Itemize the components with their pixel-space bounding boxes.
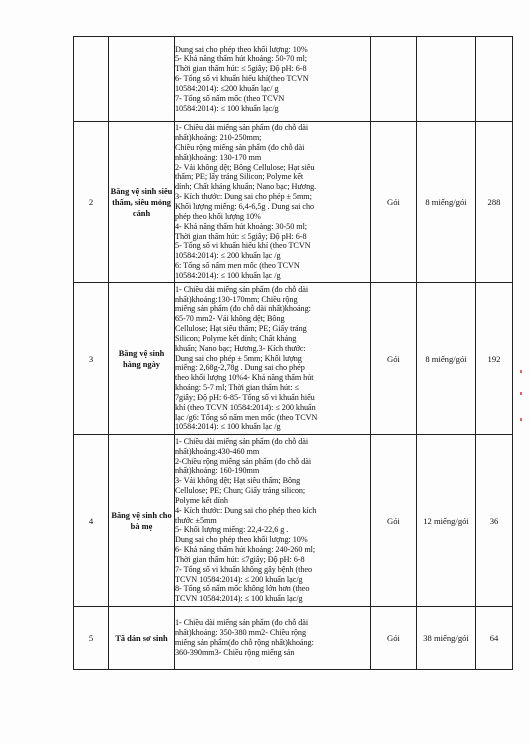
spec-line: 4- Kích thước: Dung sai cho phép theo kích [175, 505, 317, 515]
table-row [74, 607, 513, 670]
spec-line: nhất)khoảng: 160-190mm [175, 466, 260, 476]
spec-line: 1- Chiều dài miếng sản phẩm (đo chỗ dài [175, 436, 309, 446]
spec-line: 6- Tổng số vi khuẩn hiếu khí(theo TCVN [175, 74, 309, 84]
spec-line: nhất)khoảng:430-460 mm [175, 446, 260, 456]
product-name: Băng vệ sinh cho bà mẹ [109, 435, 175, 607]
spec-description [175, 435, 371, 607]
spec-line: Dung sai cho phép theo khối lượng: 10% [175, 44, 308, 54]
row-number [74, 37, 109, 122]
spec-line: nhất)khoảng: 210-250mm; [175, 133, 262, 143]
spec-line: miếng sản phẩm (đo chỗ dài nhất)khoảng: [175, 304, 311, 314]
spec-line: 2- Vải không dệt; Bông Cellulose; Hạt siêu [175, 162, 315, 172]
spec-description [175, 122, 371, 283]
spec-line: Cellulose; Hạt siêu thấm; PE; Giấy tráng [175, 324, 307, 334]
row-number: 3 [74, 283, 109, 435]
spec-line: khuẩn; Nano bạc; Hương.3- Kích thước: [175, 343, 306, 353]
spec-line: 2-Chiều rộng miếng sản phẩm (đo chỗ dài [175, 456, 312, 466]
quantity-per-pack: 12 miếng/gói [417, 435, 476, 607]
edge-mark [520, 392, 522, 395]
quantity-per-pack: 8 miếng/gói [417, 283, 476, 435]
spec-line: Cellulose; PE; Chun; Giấy tráng silicon; [175, 486, 306, 496]
spec-line: 360-390mm3- Chiều rộng miếng sản [175, 647, 295, 657]
spec-line: miếng: 2,68g-2,78g . Dung sai cho phép [175, 363, 305, 373]
spec-line: khoảng: 5-7 ml; Thời gian thấm hút: ≤ [175, 383, 299, 393]
spec-line: 3- Kích thước: Dung sai cho phép ± 5mm; [175, 192, 312, 202]
spec-line: Dung sai cho phép theo khối lượng: 10% [175, 535, 308, 545]
spec-line: 10584:2014): ≤ 100 khuẩn lạc/g [175, 103, 279, 113]
spec-line: nhất)khoảng: 350-380 mm2- Chiều rộng [175, 628, 306, 638]
spec-line: 6: Tổng số nấm men mốc (theo TCVN [175, 261, 300, 271]
row-number: 4 [74, 435, 109, 607]
spec-line: miếng sản phẩm(đo chỗ rộng nhất)khoảng: [175, 638, 314, 647]
product-name: Tã dán sơ sinh [109, 607, 175, 670]
spec-line: 10584:2014): ≤200 khuẩn lạc/ g [175, 83, 279, 93]
total-quantity: 192 [476, 283, 513, 435]
spec-line: 7giây; Độ pH: 6-85- Tổng số vi khuẩn hiếu [175, 392, 315, 402]
spec-line: TCVN 10584:2014): ≤ 200 khuẩn lạc/g [175, 574, 303, 584]
unit-cell: Gói [371, 122, 417, 283]
spec-line: 1- Chiều dài miếng sản phẩm (đo chỗ dài [175, 284, 309, 294]
quantity-per-pack [417, 37, 476, 122]
spec-line: phép theo khối lượng 10% [175, 211, 261, 221]
product-spec-table [73, 36, 513, 670]
spec-line: Chiều rộng miếng sản phẩm (đo chỗ dài [175, 142, 305, 152]
spec-line: theo khối lượng 10%4- Khả năng thấm hút [175, 373, 314, 383]
spec-line: Thời gian thấm hút: ≤ 5giây; Độ pH: 6-8 [175, 231, 307, 241]
spec-line: 10584:2014): ≤ 100 khuẩn lạc /g [175, 270, 281, 280]
unit-cell: Gói [371, 607, 417, 670]
spec-line: 1- Chiều dài miếng sản phẩm (đo chỗ dài [175, 123, 309, 133]
quantity-per-pack: 38 miếng/gói [417, 607, 476, 670]
spec-line: 10584:2014): ≤ 200 khuẩn lạc /g [175, 251, 281, 261]
table-row [74, 122, 513, 283]
spec-line: 7- Tổng số nấm mốc (theo TCVN [175, 93, 285, 103]
spec-line: Polyme kết dính [175, 495, 228, 505]
spec-line: 65-70 mm2- Vải không dệt; Bông [175, 314, 285, 324]
quantity-per-pack: 8 miếng/gói [417, 122, 476, 283]
spec-line: Khối lượng miếng: 6,4-6,5g . Dung sai cho [175, 202, 315, 211]
spec-line: 8- Tổng số nấm mốc không lớn hơn (theo [175, 584, 310, 594]
spec-line: 7- Tổng số vi khuẩn không gây bệnh (theo [175, 564, 313, 574]
spec-description [175, 37, 371, 122]
product-name: Băng vệ sinh siêu thấm, siêu mỏng cánh [109, 122, 175, 283]
edge-mark [520, 370, 522, 373]
spec-line: lạc /g6: Tổng số nấm men mốc (theo TCVN [175, 412, 318, 422]
unit-cell [371, 37, 417, 122]
spec-line: 1- Chiều dài miếng sản phẩm (đo chỗ dài [175, 618, 309, 628]
total-quantity: 64 [476, 607, 513, 670]
spec-line: khí (theo TCVN 10584:2014): ≤ 200 khuẩn [175, 402, 316, 412]
spec-line: nhất)khoảng:130-170mm; Chiều rộng [175, 294, 298, 304]
spec-line: 10584:2014): ≤ 100 khuẩn lạc /g [175, 422, 281, 432]
row-number: 5 [74, 607, 109, 670]
edge-mark [520, 418, 522, 421]
product-name [109, 37, 175, 122]
spec-line: TCVN 10584:2014): ≤ 100 khuẩn lạc/g [175, 594, 303, 604]
spec-line: Dung sai cho phép ± 5mm; Khối lượng [175, 353, 302, 363]
spec-description [175, 283, 371, 435]
total-quantity [476, 37, 513, 122]
spec-line: 5- Khối lượng miếng: 22,4-22,6 g . [175, 525, 289, 535]
spec-line: 4- Khả năng thấm hút khoảng: 30-50 ml; [175, 221, 308, 231]
table-row [74, 283, 513, 435]
total-quantity: 288 [476, 122, 513, 283]
unit-cell: Gói [371, 435, 417, 607]
total-quantity: 36 [476, 435, 513, 607]
spec-line: 6- Khả năng thấm hút khoảng: 240-260 ml; [175, 545, 316, 555]
table-row [74, 37, 513, 122]
spec-line: Silicon; Polyme kết dính; Chất kháng [175, 333, 297, 343]
spec-description [175, 607, 371, 670]
spec-line: nhất)khoảng: 130-170 mm [175, 152, 262, 162]
spec-line: Thời gian thấm hút: ≤7giây; Độ pH: 6-8 [175, 554, 305, 564]
spec-line: thước ±5mm [175, 515, 217, 525]
unit-cell: Gói [371, 283, 417, 435]
spec-line: 5- Khả năng thấm hút khoảng: 50-70 ml; [175, 54, 308, 64]
spec-line: dính; Chất kháng khuẩn; Nano bạc; Hương. [175, 182, 317, 192]
table-row [74, 435, 513, 607]
spec-line: 5- Tổng số vi khuẩn hiếu khí (theo TCVN [175, 241, 311, 251]
spec-line: Thời gian thấm hút: ≤ 5giây; Độ pH: 6-8 [175, 64, 307, 74]
spec-line: 3- Vải không dệt; Hạt siêu thấm; Bông [175, 476, 301, 486]
product-name: Băng vệ sinh hàng ngày [109, 283, 175, 435]
row-number: 2 [74, 122, 109, 283]
spec-line: thấm; PE; lấy tráng Silicon; Polyme kết [175, 172, 304, 182]
